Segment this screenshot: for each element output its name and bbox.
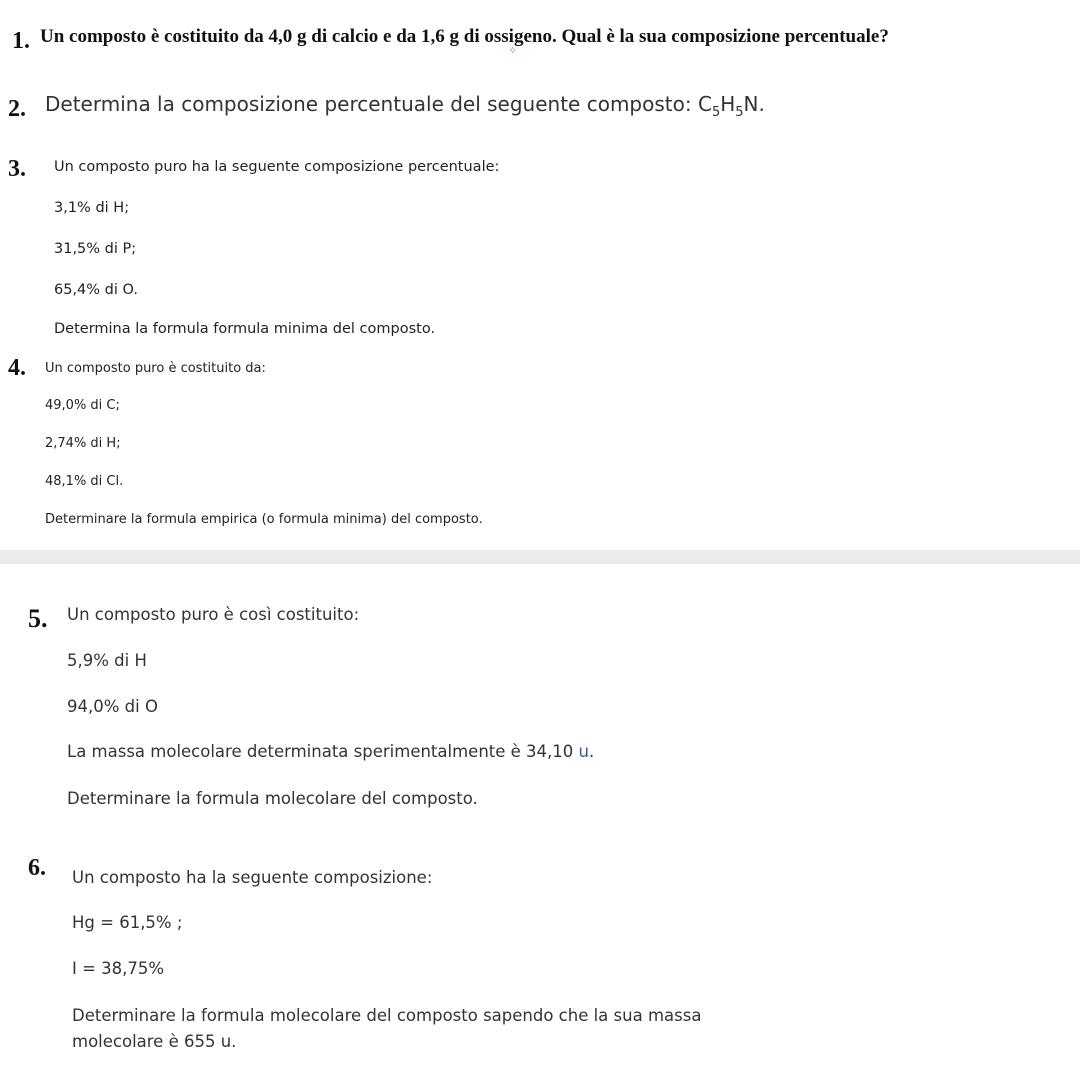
- question-3-item: 3,1% di H;: [54, 200, 130, 216]
- question-5-intro: Un composto puro è così costituito:: [67, 605, 360, 624]
- question-6-intro: Un composto ha la seguente composizione:: [72, 868, 433, 887]
- question-3-question: Determina la formula formula minima del composto.: [54, 321, 436, 337]
- question-2-number: 2.: [8, 96, 26, 122]
- question-6-item: Hg = 61,5% ;: [72, 913, 183, 932]
- question-1-text: Un composto è costituito da 4,0 g di calcio e da 1,6 g di ossigeno. Qual è la sua composizione percentuale?: [40, 26, 889, 47]
- question-4-item: 48,1% di Cl.: [45, 474, 124, 489]
- question-6-item: I = 38,75%: [72, 959, 165, 978]
- formula-h: H: [720, 92, 736, 116]
- question-5-mass: [67, 742, 594, 761]
- question-5-mass-end: .: [589, 742, 595, 761]
- cursor-marker-icon: ✧: [508, 44, 518, 57]
- question-3-intro: Un composto puro ha la seguente composizione percentuale:: [54, 159, 500, 175]
- question-3-number: 3.: [8, 156, 26, 182]
- question-1-number: 1.: [12, 28, 30, 54]
- question-4-intro: Un composto puro è costituito da:: [45, 361, 266, 376]
- question-4-question: Determinare la formula empirica (o formula minima) del composto.: [45, 512, 483, 527]
- question-2-text: [45, 92, 765, 120]
- question-5-item: 94,0% di O: [67, 697, 158, 716]
- unit-link[interactable]: u: [578, 742, 589, 761]
- formula-c-sub: 5: [711, 105, 721, 120]
- question-5-mass-text: La massa molecolare determinata sperimentalmente è 34,10: [67, 742, 579, 761]
- question-6-number: 6.: [28, 855, 46, 881]
- section-divider: [0, 550, 1080, 564]
- formula-end: .: [758, 92, 765, 116]
- question-2-body: Determina la composizione percentuale del seguente composto:: [45, 92, 698, 116]
- question-4-item: 49,0% di C;: [45, 398, 120, 413]
- question-5-question: Determinare la formula molecolare del composto.: [67, 789, 478, 808]
- question-3-item: 31,5% di P;: [54, 241, 137, 257]
- question-5-number: 5.: [28, 604, 48, 633]
- question-5-item: 5,9% di H: [67, 651, 147, 670]
- question-4-item: 2,74% di H;: [45, 436, 121, 451]
- formula-h-sub: 5: [735, 105, 744, 120]
- formula-n: N: [743, 92, 759, 116]
- formula-c: C: [697, 92, 712, 116]
- question-4-number: 4.: [8, 355, 26, 381]
- question-6-question: molecolare è 655 u.: [72, 1032, 237, 1051]
- question-6-question: Determinare la formula molecolare del composto sapendo che la sua massa: [72, 1006, 702, 1025]
- question-3-item: 65,4% di O.: [54, 282, 138, 298]
